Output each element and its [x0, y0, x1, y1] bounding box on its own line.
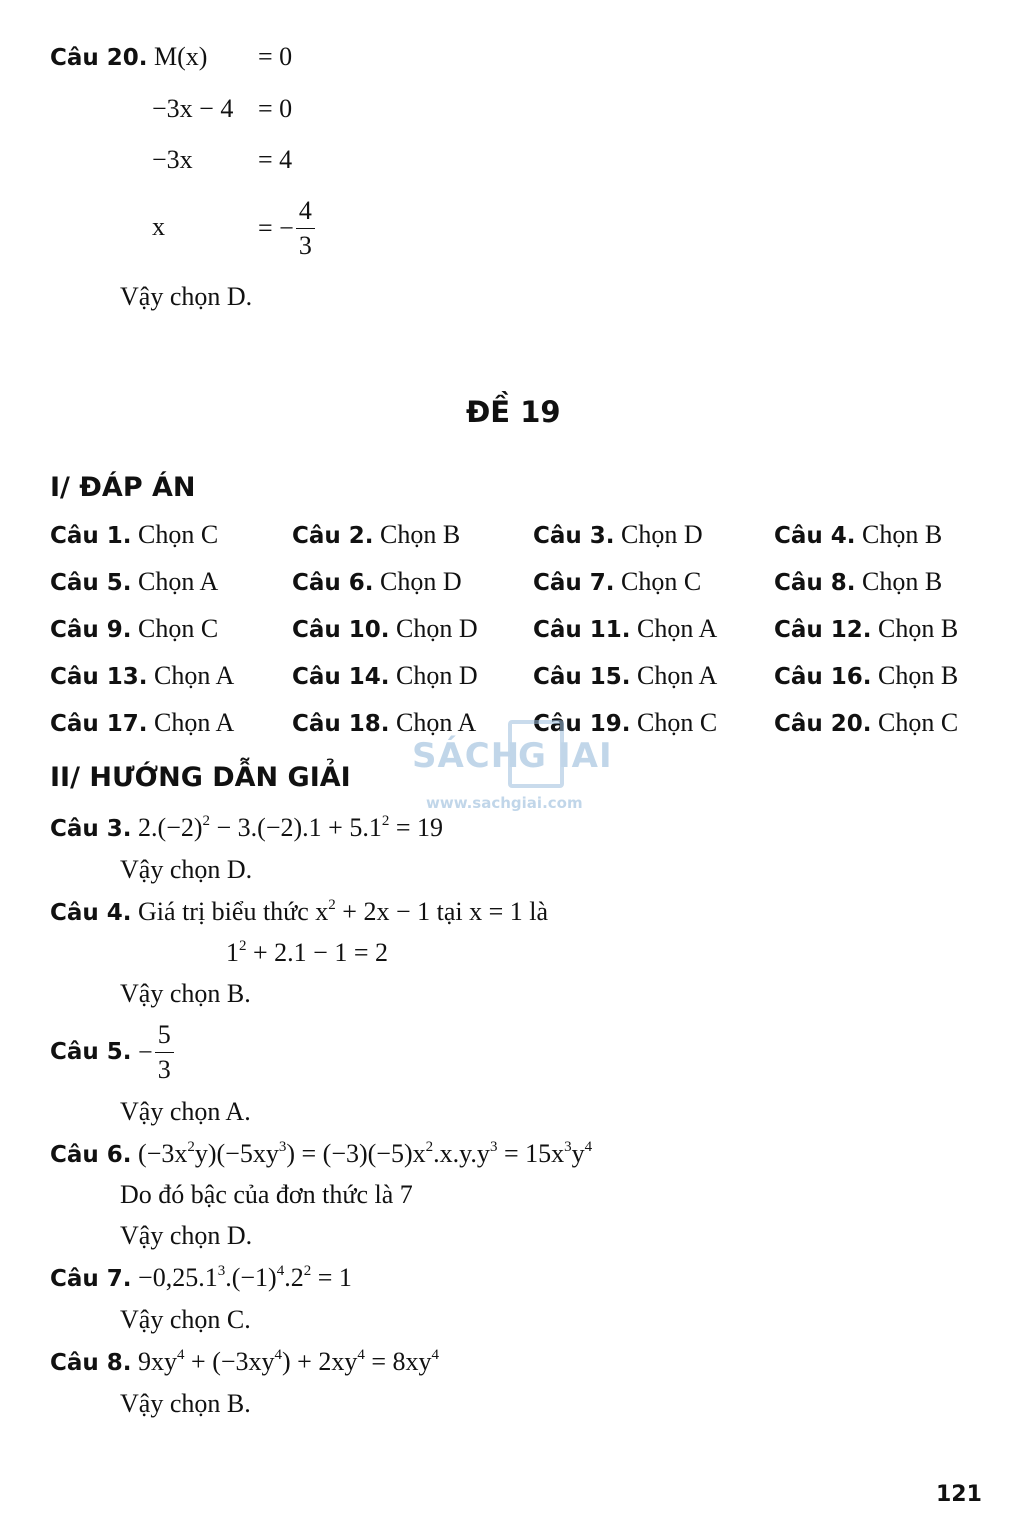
answer-choice: Chọn C: [630, 708, 718, 737]
answer-item: [533, 569, 701, 595]
answer-item: [533, 616, 717, 642]
answer-item: [50, 663, 234, 689]
conclusion: Vậy chọn D.: [120, 1221, 253, 1250]
answer-item: [50, 616, 218, 642]
answer-choice: Chọn D: [389, 614, 478, 643]
solution-q8: [50, 1349, 439, 1375]
watermark-url: www.sachgiai.com: [426, 794, 583, 812]
answer-label: Câu 16.: [774, 664, 872, 690]
answer-label: Câu 17.: [50, 711, 148, 737]
question-label: Câu 4.: [50, 900, 132, 926]
text-part: Giá trị biểu thức x: [138, 897, 329, 926]
answer-item: [774, 522, 942, 548]
answer-choice: Chọn D: [614, 520, 703, 549]
answer-label: Câu 13.: [50, 664, 148, 690]
watermark-text: SÁCH: [412, 736, 521, 776]
watermark-text: G: [518, 736, 547, 776]
fraction-numerator: 4: [296, 196, 315, 229]
answer-label: Câu 1.: [50, 523, 132, 549]
watermark-logo: [412, 718, 622, 818]
answer-label: Câu 9.: [50, 617, 132, 643]
answer-item: [50, 569, 218, 595]
conclusion: Vậy chọn C.: [120, 1305, 251, 1334]
equation-right: [258, 196, 315, 261]
answer-label: Câu 10.: [292, 617, 390, 643]
solution-q6: [50, 1141, 592, 1167]
conclusion: Vậy chọn A.: [120, 1097, 251, 1126]
answer-choice: Chọn C: [871, 708, 959, 737]
math-expression: $(-3x^2y)(-5xy^3) = (-3)(-5)x^2.x.y.y^3 = 15x^3y^4$: [138, 1139, 593, 1168]
equation-left: −3x − 4: [152, 94, 234, 123]
answer-item: [774, 710, 958, 736]
math-expression: $2.(-2)^2 - 3.(-2).1 + 5.1^2 = 19$: [138, 813, 443, 842]
answer-choice: Chọn C: [131, 520, 219, 549]
watermark-text: IAI: [558, 736, 613, 776]
question-label: Câu 5.: [50, 1038, 132, 1065]
conclusion: Vậy chọn B.: [120, 979, 251, 1008]
answer-choice: Chọn D: [373, 567, 462, 596]
section-title: II/ HƯỚNG DẪN GIẢI: [50, 762, 351, 793]
answer-item: [292, 569, 462, 595]
answer-label: Câu 6.: [292, 570, 374, 596]
conclusion: Vậy chọn D.: [120, 282, 253, 311]
answer-row: [50, 522, 980, 569]
answer-choice: Chọn A: [630, 661, 718, 690]
answer-label: Câu 4.: [774, 523, 856, 549]
answer-row: [50, 616, 980, 663]
conclusion: Vậy chọn B.: [120, 1389, 251, 1418]
answer-label: Câu 3.: [533, 523, 615, 549]
answer-label: Câu 14.: [292, 664, 390, 690]
answer-label: Câu 18.: [292, 711, 390, 737]
math-expression: $-0,25.1^3.(-1)^4.2^2 = 1$: [138, 1263, 352, 1292]
fraction-numerator: 5: [155, 1020, 174, 1053]
explanation: Do đó bậc của đơn thức là 7: [120, 1180, 413, 1209]
text-part: + 2x − 1 tại x = 1 là: [335, 897, 549, 926]
solution-q5: [50, 1020, 174, 1085]
answer-choice: Chọn A: [630, 614, 718, 643]
solution-q4: [50, 899, 548, 925]
math-expression: $1^2 + 2.1 - 1 = 2$: [226, 938, 388, 967]
answer-label: Câu 8.: [774, 570, 856, 596]
math-expression: $9xy^4 + (-3xy^4) + 2xy^4 = 8xy^4$: [138, 1347, 440, 1376]
answer-choice: Chọn C: [131, 614, 219, 643]
answer-label: Câu 7.: [533, 570, 615, 596]
answer-item: [774, 569, 942, 595]
fraction: [155, 1020, 174, 1085]
answer-label: Câu 20.: [774, 711, 872, 737]
answer-choice: Chọn B: [855, 520, 943, 549]
equation-right: = 0: [258, 94, 293, 123]
answer-choice: Chọn A: [131, 567, 219, 596]
equation-right: = 0: [258, 42, 293, 71]
answer-item: [50, 522, 218, 548]
equation-left: M(x): [154, 42, 208, 71]
answer-item: [774, 616, 958, 642]
conclusion: Vậy chọn D.: [120, 855, 253, 884]
equation-left: x: [152, 212, 165, 241]
answer-choice: Chọn B: [855, 567, 943, 596]
math-prefix: −: [138, 1037, 153, 1067]
answer-choice: Chọn A: [147, 708, 235, 737]
answer-label: Câu 2.: [292, 523, 374, 549]
answer-row: [50, 663, 980, 710]
answer-item: [292, 663, 478, 689]
prev-q20-line1: [50, 44, 207, 70]
answer-item: [292, 522, 460, 548]
equation-prefix: = −: [258, 213, 294, 243]
question-label: Câu 8.: [50, 1350, 132, 1376]
answer-label: Câu 5.: [50, 570, 132, 596]
answer-row: [50, 569, 980, 616]
question-label: Câu 3.: [50, 816, 132, 842]
fraction-denominator: 3: [298, 230, 312, 260]
answer-choice: Chọn A: [147, 661, 235, 690]
answer-choice: Chọn B: [871, 614, 959, 643]
answer-item: [774, 663, 958, 689]
answer-label: Câu 19.: [533, 711, 631, 737]
answer-choice: Chọn B: [871, 661, 959, 690]
answer-label: Câu 11.: [533, 617, 631, 643]
answer-choice: Chọn C: [614, 567, 702, 596]
answer-choice: Chọn A: [389, 708, 477, 737]
solution-q7: [50, 1265, 352, 1291]
answer-item: [292, 616, 478, 642]
question-text: Giá trị biểu thức $x^2 + 2x - 1$ tại x = 1 là: [138, 897, 549, 926]
question-label: Câu 20.: [50, 45, 148, 71]
equation-left: −3x: [152, 145, 193, 174]
answer-item: [533, 663, 717, 689]
answer-label: Câu 12.: [774, 617, 872, 643]
answer-choice: Chọn D: [389, 661, 478, 690]
answer-label: Câu 15.: [533, 664, 631, 690]
page-number: 121: [936, 1482, 982, 1507]
answer-choice: Chọn B: [373, 520, 461, 549]
fraction: [296, 196, 315, 261]
equation-right: = 4: [258, 145, 293, 174]
answer-item: [50, 710, 234, 736]
fraction-denominator: 3: [157, 1054, 171, 1084]
answer-item: [533, 522, 703, 548]
question-label: Câu 6.: [50, 1142, 132, 1168]
question-label: Câu 7.: [50, 1266, 132, 1292]
solution-q3: [50, 815, 443, 841]
section-title: I/ ĐÁP ÁN: [50, 472, 196, 503]
exam-title: ĐỀ 19: [466, 395, 561, 429]
